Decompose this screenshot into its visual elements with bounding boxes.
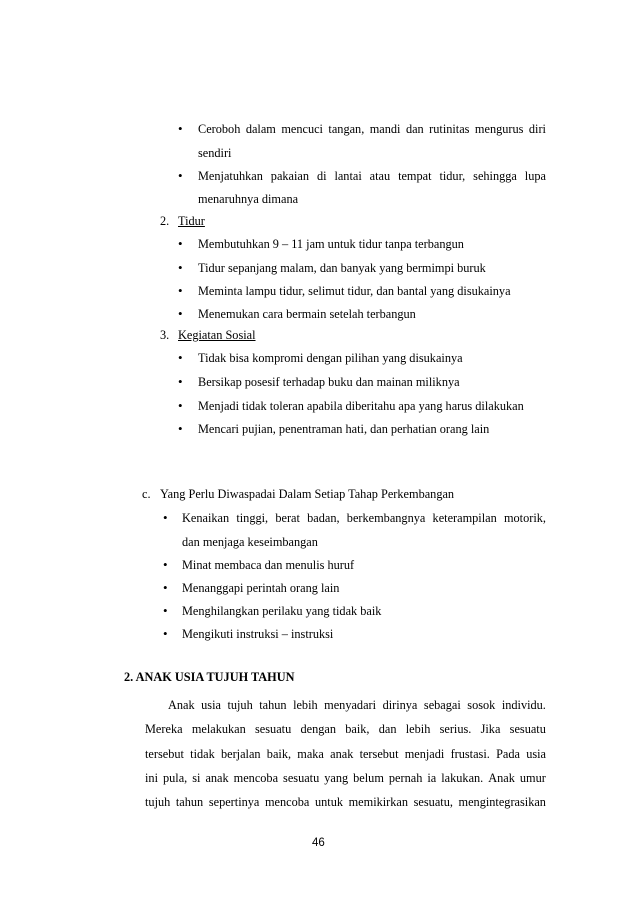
list-item: Menjadi tidak toleran apabila diberitahu apa yang harus dilakukan bbox=[198, 399, 524, 413]
list-item-continuation: sendiri bbox=[198, 146, 232, 160]
word: menjadi bbox=[404, 747, 445, 761]
word: Pada bbox=[496, 747, 520, 761]
word: Anak bbox=[488, 771, 515, 785]
word: tahun bbox=[175, 795, 204, 809]
word: pakaian bbox=[270, 169, 310, 183]
bullet-dot-icon: • bbox=[163, 557, 168, 572]
list-item: Menanggapi perintah orang lain bbox=[182, 581, 340, 595]
word: Jika bbox=[480, 722, 501, 736]
bullet-dot-icon: • bbox=[163, 603, 168, 618]
list-item-text bbox=[198, 121, 546, 137]
word: pula, bbox=[162, 771, 188, 785]
word: mencoba bbox=[264, 795, 310, 809]
word: memikirkan bbox=[348, 795, 409, 809]
word: dan bbox=[405, 122, 424, 136]
subheading-letter: c. bbox=[142, 487, 151, 501]
word: maka bbox=[297, 747, 324, 761]
list-item: Meminta lampu tidur, selimut tidur, dan bantal yang disukainya bbox=[198, 284, 511, 298]
paragraph-line bbox=[145, 721, 546, 737]
word: yang bbox=[324, 771, 349, 785]
word: mengurus bbox=[474, 122, 524, 136]
word: berjalan bbox=[220, 747, 261, 761]
word: dirinya bbox=[382, 698, 418, 712]
word: sebagai bbox=[423, 698, 461, 712]
word: Anak bbox=[168, 698, 195, 712]
section-heading: 2. ANAK USIA TUJUH TAHUN bbox=[124, 670, 295, 684]
word: tempat bbox=[398, 169, 432, 183]
list-item: Mencari pujian, penentraman hati, dan perhatian orang lain bbox=[198, 422, 490, 436]
word: atau bbox=[369, 169, 391, 183]
word: berkembangnya bbox=[346, 511, 426, 525]
list-item: Tidak bisa kompromi dengan pilihan yang disukainya bbox=[198, 351, 463, 365]
word: lakukan. bbox=[441, 771, 484, 785]
subheading-number: 2. bbox=[160, 214, 170, 228]
bullet-dot-icon: • bbox=[178, 306, 183, 321]
bullet-dot-icon: • bbox=[163, 626, 168, 641]
subheading-waspada: Yang Perlu Diwaspadai Dalam Setiap Tahap Perkembangan bbox=[160, 487, 455, 501]
word: mandi bbox=[369, 122, 401, 136]
word: tangan, bbox=[328, 122, 365, 136]
word: serius. bbox=[439, 722, 472, 736]
word: umur bbox=[519, 771, 546, 785]
page-number: 46 bbox=[312, 837, 325, 849]
list-item: Membutuhkan 9 – 11 jam untuk tidur tanpa terbangun bbox=[198, 237, 464, 251]
subheading-number: 3. bbox=[160, 328, 170, 342]
word: tersebut bbox=[359, 747, 399, 761]
word: individu. bbox=[501, 698, 546, 712]
word: mencoba bbox=[233, 771, 279, 785]
list-item-continuation: menaruhnya dimana bbox=[198, 192, 299, 206]
bullet-dot-icon: • bbox=[178, 168, 183, 183]
word: berat bbox=[275, 511, 300, 525]
word: tinggi, bbox=[236, 511, 269, 525]
word: Mereka bbox=[145, 722, 183, 736]
list-item-text bbox=[198, 168, 546, 184]
bullet-dot-icon: • bbox=[178, 236, 183, 251]
word: dalam bbox=[245, 122, 276, 136]
paragraph-line bbox=[145, 770, 546, 786]
paragraph-line bbox=[145, 794, 546, 810]
word: dan bbox=[378, 722, 397, 736]
word: usia bbox=[201, 698, 221, 712]
word: lebih bbox=[405, 722, 431, 736]
bullet-dot-icon: • bbox=[178, 121, 183, 136]
list-item: Menghilangkan perilaku yang tidak baik bbox=[182, 604, 382, 618]
word: dengan bbox=[300, 722, 336, 736]
word: tersebut bbox=[145, 747, 184, 761]
bullet-dot-icon: • bbox=[163, 510, 168, 525]
bullet-dot-icon: • bbox=[163, 580, 168, 595]
list-item-continuation: dan menjaga keseimbangan bbox=[182, 535, 318, 549]
word: lupa bbox=[524, 169, 546, 183]
word: sesuatu, bbox=[413, 795, 453, 809]
word: si bbox=[192, 771, 201, 785]
word: usia bbox=[526, 747, 546, 761]
word: lantai bbox=[334, 169, 362, 183]
bullet-dot-icon: • bbox=[178, 350, 183, 365]
word: Kenaikan bbox=[182, 511, 230, 525]
word: tahun bbox=[259, 698, 287, 712]
word: tujuh bbox=[145, 795, 171, 809]
bullet-dot-icon: • bbox=[178, 374, 183, 389]
word: belum bbox=[353, 771, 384, 785]
word: sepertinya bbox=[208, 795, 260, 809]
word: melakukan bbox=[191, 722, 246, 736]
word: anak bbox=[205, 771, 229, 785]
word: sesuatu bbox=[283, 771, 320, 785]
word: keterampilan bbox=[432, 511, 497, 525]
paragraph-line bbox=[145, 746, 546, 762]
word: sosok bbox=[467, 698, 496, 712]
list-item: Bersikap posesif terhadap buku dan mainan miliknya bbox=[198, 375, 460, 389]
bullet-dot-icon: • bbox=[178, 260, 183, 275]
word: sehingga bbox=[473, 169, 517, 183]
list-item-text bbox=[182, 510, 546, 526]
paragraph-line bbox=[168, 697, 546, 713]
word: Menjatuhkan bbox=[198, 169, 263, 183]
word: untuk bbox=[314, 795, 343, 809]
word: tidak bbox=[190, 747, 215, 761]
word: frustasi. bbox=[450, 747, 490, 761]
bullet-dot-icon: • bbox=[178, 421, 183, 436]
word: rutinitas bbox=[429, 122, 470, 136]
word: ini bbox=[145, 771, 158, 785]
word: badan, bbox=[307, 511, 340, 525]
word: motorik, bbox=[503, 511, 546, 525]
word: mencuci bbox=[281, 122, 323, 136]
word: lebih bbox=[293, 698, 318, 712]
word: anak bbox=[330, 747, 354, 761]
word: sesuatu bbox=[509, 722, 546, 736]
list-item: Tidur sepanjang malam, dan banyak yang bermimpi buruk bbox=[198, 261, 486, 275]
subheading-kegiatan-sosial: Kegiatan Sosial bbox=[178, 328, 256, 342]
bullet-dot-icon: • bbox=[178, 398, 183, 413]
list-item: Minat membaca dan menulis huruf bbox=[182, 558, 355, 572]
word: diri bbox=[528, 122, 546, 136]
word: mengintegrasikan bbox=[458, 795, 546, 809]
subheading-tidur: Tidur bbox=[178, 214, 205, 228]
list-item: Menemukan cara bermain setelah terbangun bbox=[198, 307, 416, 321]
list-item: Mengikuti instruksi – instruksi bbox=[182, 627, 334, 641]
word: ia bbox=[427, 771, 437, 785]
word: menyadari bbox=[324, 698, 377, 712]
word: sesuatu bbox=[255, 722, 292, 736]
word: di bbox=[316, 169, 327, 183]
word: pernah bbox=[388, 771, 423, 785]
word: tidur, bbox=[439, 169, 466, 183]
word: baik, bbox=[345, 722, 370, 736]
word: tujuh bbox=[227, 698, 253, 712]
word: Ceroboh bbox=[198, 122, 241, 136]
word: baik, bbox=[266, 747, 292, 761]
bullet-dot-icon: • bbox=[178, 283, 183, 298]
